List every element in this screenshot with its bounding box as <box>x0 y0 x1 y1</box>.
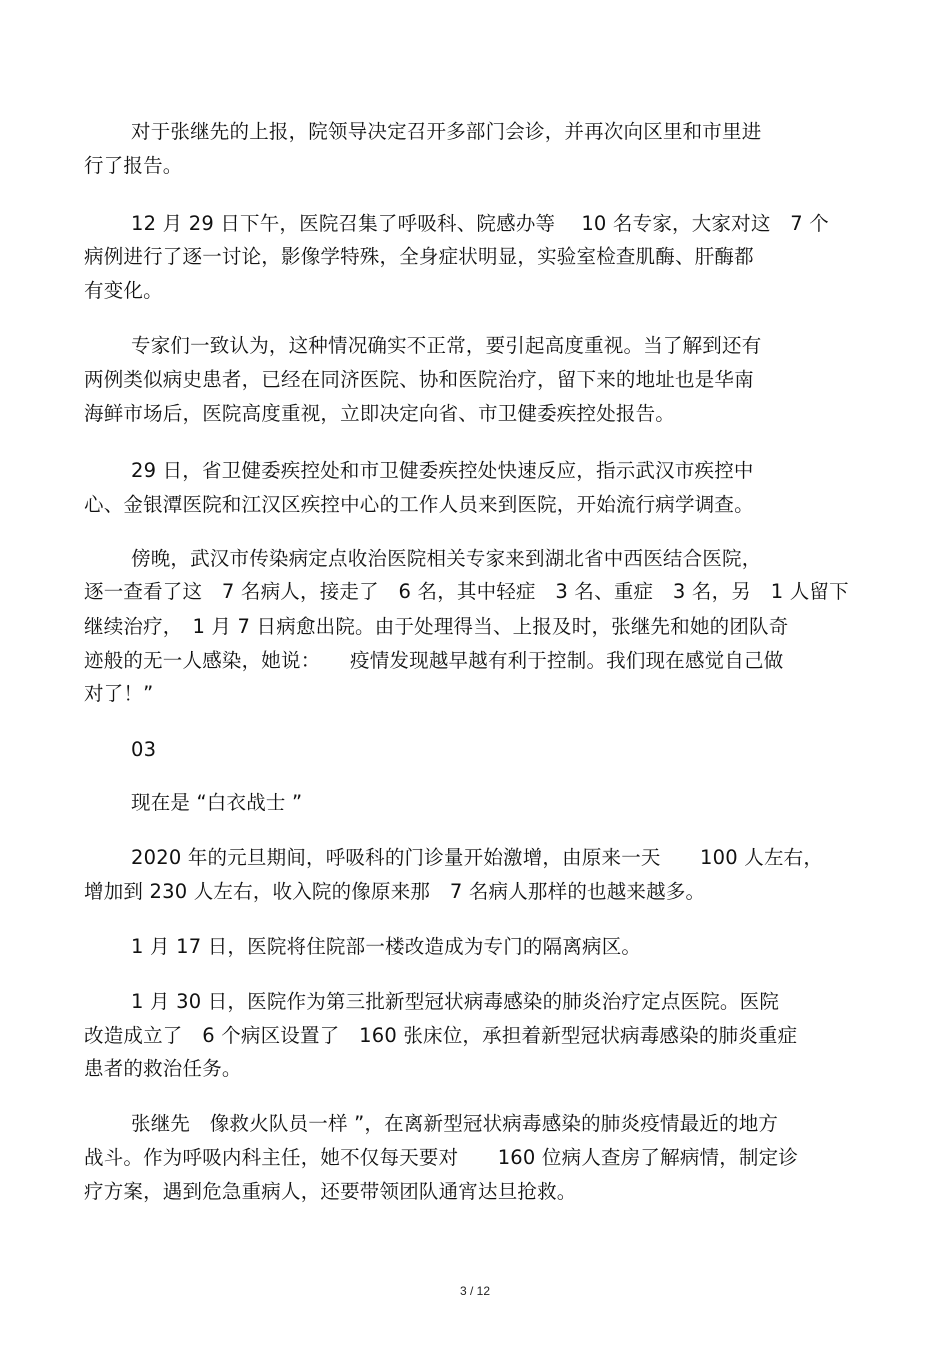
paragraph-5-line-4: 迹般的无一人感染，她说： 疫情发现越早越有利于控制。我们现在感觉自己做 <box>84 649 784 672</box>
section-heading: 现在是 “白衣战士 ” <box>131 791 303 814</box>
paragraph-6-line-2: 增加到 230 人左右，收入院的像原来那 7 名病人那样的也越来越多。 <box>84 880 706 903</box>
paragraph-9-line-1: 张继先 像救火队员一样 ”，在离新型冠状病毒感染的肺炎疫情最近的地方 <box>131 1112 779 1135</box>
paragraph-9-line-3: 疗方案，遇到危急重病人，还要带领团队通宵达旦抢救。 <box>84 1180 577 1203</box>
paragraph-8-line-1: 1 月 30 日，医院作为第三批新型冠状病毒感染的肺炎治疗定点医院。医院 <box>131 990 780 1013</box>
section-number: 03 <box>131 738 157 761</box>
paragraph-1-line-2: 行了报告。 <box>84 154 183 177</box>
paragraph-5-line-5: 对了！” <box>84 682 154 705</box>
paragraph-8-line-3: 患者的救治任务。 <box>84 1057 242 1080</box>
paragraph-2-line-2: 病例进行了逐一讨论，影像学特殊，全身症状明显，实验室检查肌酶、肝酶都 <box>84 245 754 268</box>
paragraph-5-line-1: 傍晚，武汉市传染病定点收治医院相关专家来到湖北省中西医结合医院， <box>131 547 762 570</box>
paragraph-9-line-2: 战斗。作为呼吸内科主任，她不仅每天要对 160 位病人查房了解病情，制定诊 <box>84 1146 799 1169</box>
paragraph-6-line-1: 2020 年的元旦期间，呼吸科的门诊量开始激增，由原来一天 100 人左右， <box>131 846 824 869</box>
paragraph-1-line-1: 对于张继先的上报，院领导决定召开多部门会诊，并再次向区里和市里进 <box>131 120 762 143</box>
paragraph-4-line-2: 心、金银潭医院和江汉区疾控中心的工作人员来到医院，开始流行病学调查。 <box>84 493 754 516</box>
paragraph-2-line-3: 有变化。 <box>84 279 163 302</box>
paragraph-4-line-1: 29 日，省卫健委疾控处和市卫健委疾控处快速反应，指示武汉市疾控中 <box>131 459 754 482</box>
paragraph-5-line-3: 继续治疗， 1 月 7 日病愈出院。由于处理得当、上报及时，张继先和她的团队奇 <box>84 615 789 638</box>
paragraph-3-line-3: 海鲜市场后，医院高度重视，立即决定向省、市卫健委疾控处报告。 <box>84 402 676 425</box>
paragraph-5-line-2: 逐一查看了这 7 名病人，接走了 6 名，其中轻症 3 名、重症 3 名，另 1 人留下 <box>84 580 849 603</box>
paragraph-7-line-1: 1 月 17 日，医院将住院部一楼改造成为专门的隔离病区。 <box>131 935 642 958</box>
paragraph-8-line-2: 改造成立了 6 个病区设置了 160 张床位，承担着新型冠状病毒感染的肺炎重症 <box>84 1024 798 1047</box>
paragraph-2-line-1: 12 月 29 日下午，医院召集了呼吸科、院感办等 10 名专家，大家对这 7 个 <box>131 212 829 235</box>
page-number: 3 / 12 <box>459 1284 491 1298</box>
paragraph-3-line-2: 两例类似病史患者，已经在同济医院、协和医院治疗，留下来的地址也是华南 <box>84 368 754 391</box>
paragraph-3-line-1: 专家们一致认为，这种情况确实不正常，要引起高度重视。当了解到还有 <box>131 334 762 357</box>
